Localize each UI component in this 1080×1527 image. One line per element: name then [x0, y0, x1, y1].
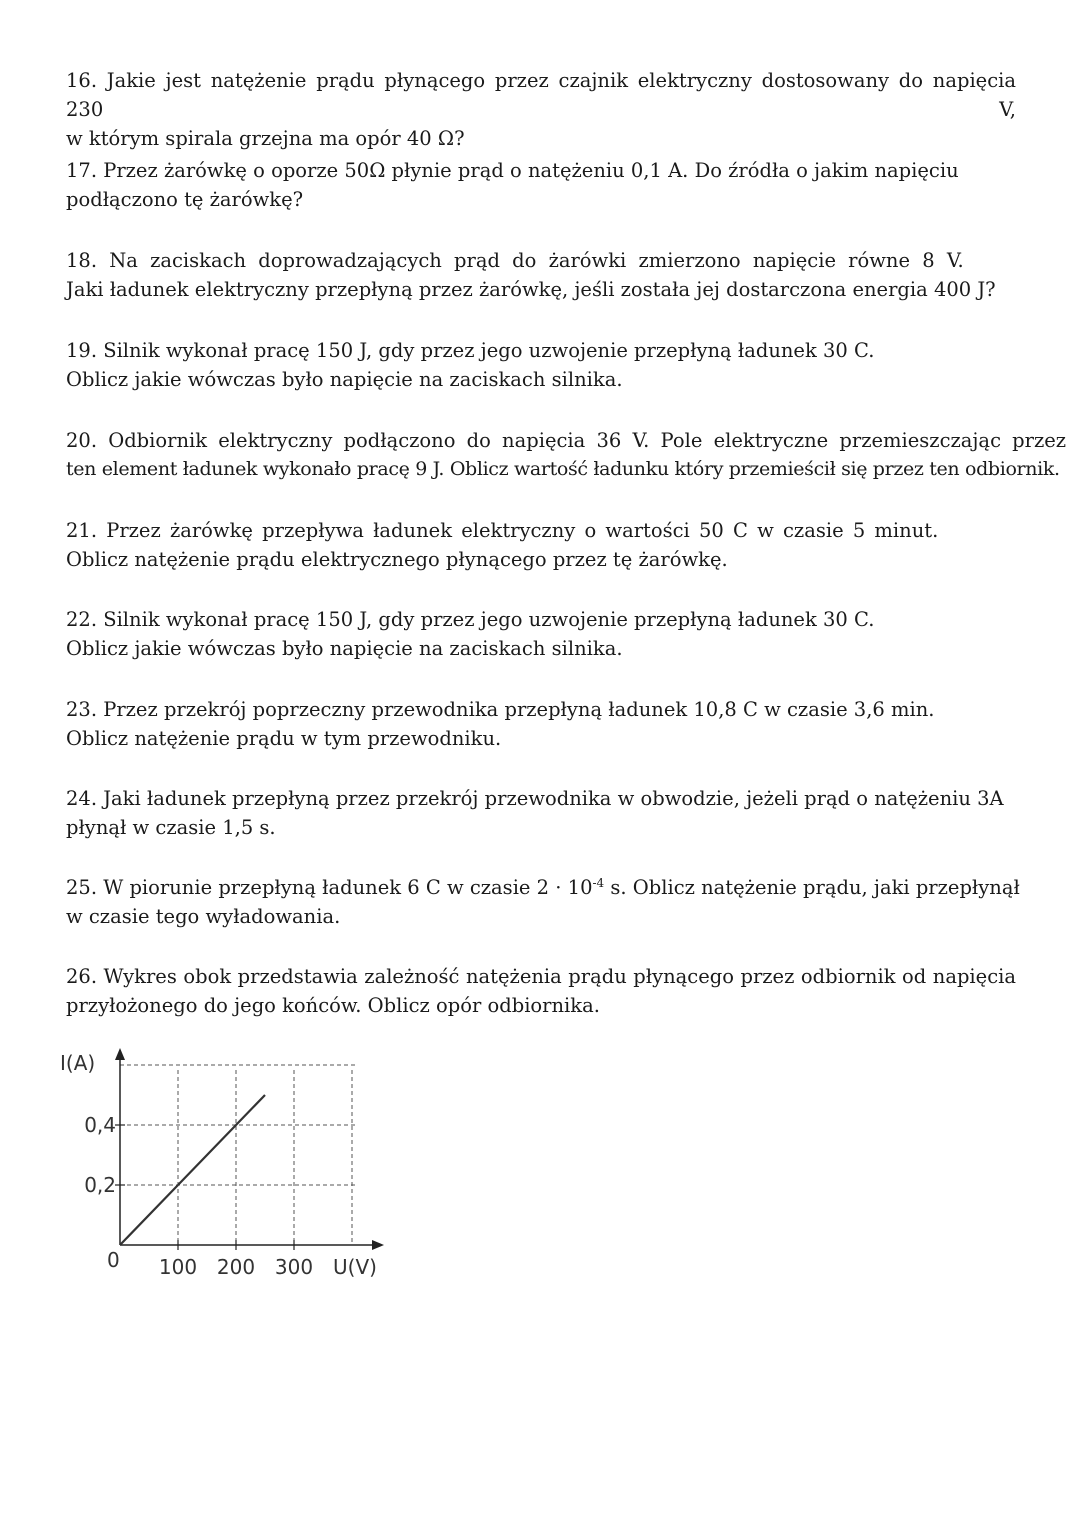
- problem-19-line-1: 19. Silnik wykonał pracę 150 J, gdy przez jego uzwojenie przepłyną ładunek 30 C.: [66, 339, 875, 362]
- problem-17-line-2: podłączono tę żarówkę?: [66, 188, 304, 211]
- problem-23-line-1: 23. Przez przekrój poprzeczny przewodnika przepłyną ładunek 10,8 C w czasie 3,6 min.: [66, 698, 935, 721]
- current-voltage-chart: [50, 1040, 400, 1290]
- y-tick-label: 0,4: [84, 1113, 116, 1137]
- problem-21-line-1: 21. Przez żarówkę przepływa ładunek elektryczny o wartości 50 C w czasie 5 minut.: [66, 519, 939, 542]
- data-line: [120, 1095, 265, 1245]
- problem-16-line-2: w którym spirala grzejna ma opór 40 Ω?: [66, 127, 465, 150]
- origin-label: 0: [107, 1248, 120, 1272]
- problem-22-line-2: Oblicz jakie wówczas było napięcie na zaciskach silnika.: [66, 637, 623, 660]
- problem-16-line-1: 16. Jakie jest natężenie prądu płynącego przez czajnik elektryczny dostosowany do napięcia 230 V,: [66, 69, 1016, 121]
- problem-17-line-1: 17. Przez żarówkę o oporze 50Ω płynie prąd o natężeniu 0,1 A. Do źródła o jakim napięciu: [66, 159, 959, 182]
- problem-17: [66, 156, 1016, 214]
- exponent: -4: [592, 876, 605, 890]
- problem-18-line-2: Jaki ładunek elektryczny przepłyną przez żarówkę, jeśli została jej dostarczona energia 400 J?: [66, 278, 996, 301]
- problem-20-line-2: ten element ładunek wykonało pracę 9 J. Oblicz wartość ładunku który przemieścił się przez ten odbiornik.: [66, 458, 1060, 480]
- x-tick-label: 100: [158, 1255, 198, 1279]
- y-axis-label: I(A): [60, 1051, 96, 1075]
- problem-20: [66, 426, 1067, 484]
- problem-23: [66, 695, 1016, 753]
- problem-26-line-2: przyłożonego do jego końców. Oblicz opór odbiornika.: [66, 994, 600, 1017]
- y-axis-arrow-icon: [115, 1048, 125, 1060]
- problem-18: [66, 246, 1016, 304]
- problem-26: [66, 962, 1016, 1020]
- chart-axes: [115, 1048, 384, 1250]
- problem-25: [66, 873, 1020, 931]
- x-tick-label: 200: [216, 1255, 256, 1279]
- problem-24-line-2: płynął w czasie 1,5 s.: [66, 816, 276, 839]
- problem-26-line-1: 26. Wykres obok przedstawia zależność natężenia prądu płynącego przez odbiornik od napięcia: [66, 965, 1016, 988]
- x-axis-label: U(V): [333, 1255, 377, 1279]
- problem-24: [66, 784, 1016, 842]
- problem-25-line-2: w czasie tego wyładowania.: [66, 905, 341, 928]
- y-tick-label: 0,2: [84, 1173, 116, 1197]
- problem-25-text-a: 25. W piorunie przepłyną ładunek 6 C w czasie 2 · 10: [66, 876, 593, 899]
- problem-18-line-1: 18. Na zaciskach doprowadzających prąd do żarówki zmierzono napięcie równe 8 V.: [66, 249, 964, 272]
- problem-21: [66, 516, 1016, 574]
- problem-16: [66, 66, 1016, 153]
- problem-22-line-1: 22. Silnik wykonał pracę 150 J, gdy przez jego uzwojenie przepłyną ładunek 30 C.: [66, 608, 875, 631]
- problem-19: [66, 336, 1016, 394]
- chart-series: [120, 1095, 265, 1245]
- chart-grid: [120, 1065, 357, 1245]
- problem-21-line-2: Oblicz natężenie prądu elektrycznego płynącego przez tę żarówkę.: [66, 548, 728, 571]
- x-tick-label: 300: [274, 1255, 314, 1279]
- problem-24-line-1: 24. Jaki ładunek przepłyną przez przekrój przewodnika w obwodzie, jeżeli prąd o natężeniu 3A: [66, 787, 1004, 810]
- problem-19-line-2: Oblicz jakie wówczas było napięcie na zaciskach silnika.: [66, 368, 623, 391]
- problem-25-text-b: s. Oblicz natężenie prądu, jaki przepłynął: [604, 876, 1020, 899]
- problem-20-line-1: 20. Odbiornik elektryczny podłączono do napięcia 36 V. Pole elektryczne przemieszczając przez: [66, 429, 1067, 452]
- problem-25-line-1: [66, 873, 1020, 902]
- problem-22: [66, 605, 1016, 663]
- x-axis-arrow-icon: [372, 1240, 384, 1250]
- problem-23-line-2: Oblicz natężenie prądu w tym przewodniku.: [66, 727, 502, 750]
